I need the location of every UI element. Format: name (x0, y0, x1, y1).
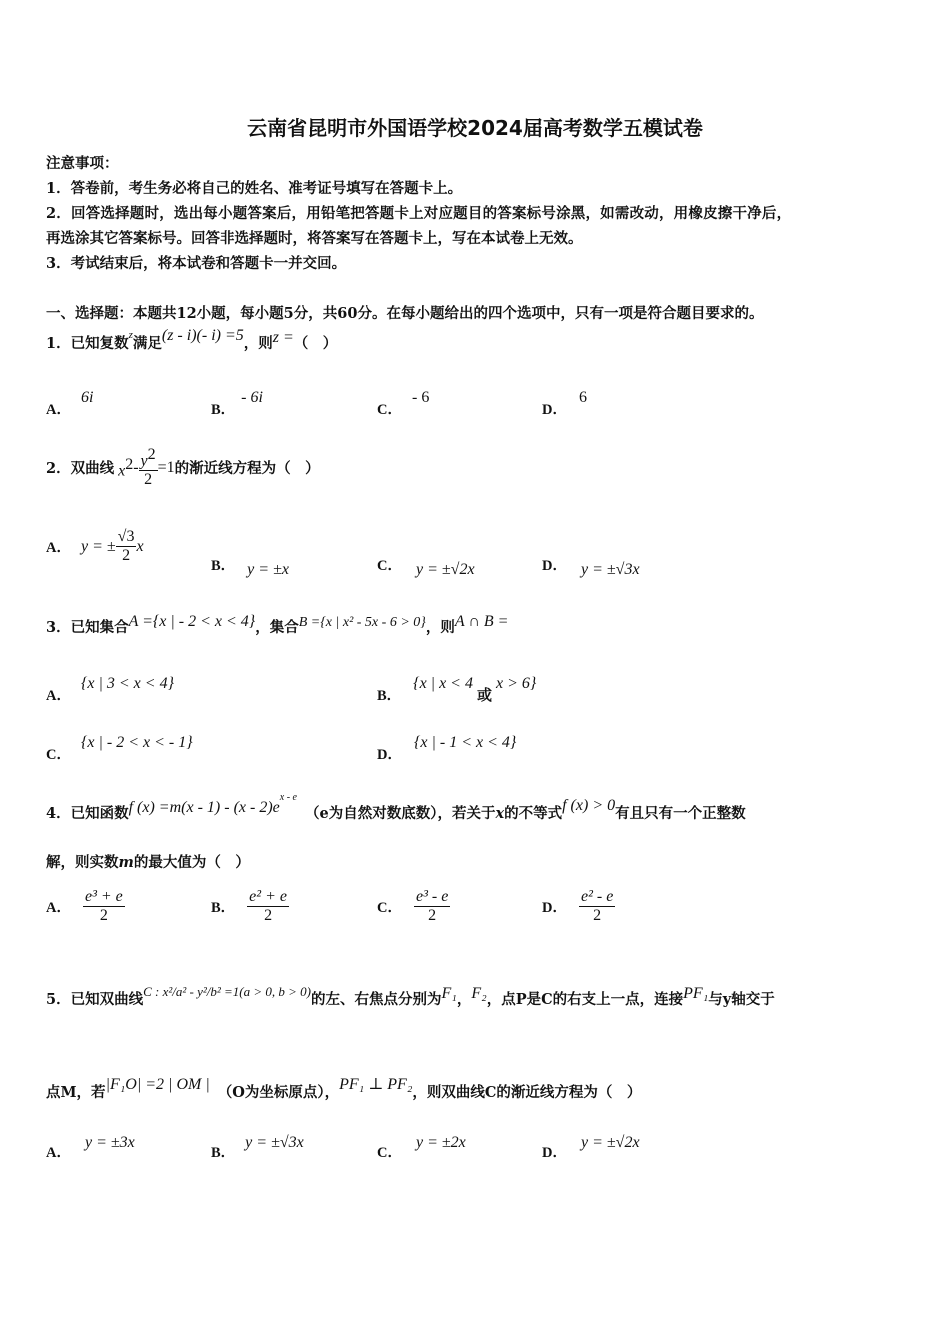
option-x: x (136, 537, 144, 555)
option-label: A． (46, 900, 71, 916)
option-value-2: x > 6} (495, 675, 537, 692)
option-fraction: $\frac{\text{e³ + e}}{2}$ (84, 888, 123, 924)
question-2 (46, 446, 320, 489)
q4-suffix: 有且只有一个正整数 (615, 805, 746, 822)
q1-paren: （ ） (293, 335, 338, 352)
q5-perp: PF₁ ⊥ PF₂ (339, 1076, 413, 1093)
q3-option-b[interactable] (377, 672, 537, 704)
q5-suffix: 与y轴交于 (708, 991, 775, 1008)
q2-x: $x^2$ (118, 455, 134, 479)
q4-option-a[interactable] (46, 888, 125, 925)
option-label: B． (211, 558, 236, 574)
option-fraction: $\frac{\text{e³ - e}}{2}$ (415, 888, 449, 924)
q4-note2: 的不等式 (504, 805, 563, 822)
option-label: C． (46, 747, 71, 763)
note-item-2: 2．回答选择题时，选出每小题答案后，用铅笔把答题卡上对应题目的答案标号涂黑，如需改动，用橡皮擦干净后， (46, 205, 792, 222)
option-label: D． (542, 900, 567, 916)
option-value: y = ±3x (84, 1134, 135, 1151)
q3-option-d[interactable] (377, 731, 517, 763)
option-value: {x | - 2 < x < - 1} (80, 734, 193, 751)
option-label: B． (211, 1145, 236, 1161)
q4-prefix: 4．已知函数 (46, 805, 129, 822)
option-or: 或 (476, 686, 492, 704)
option-value: y = ±√2x (415, 561, 475, 578)
question-1 (46, 327, 338, 353)
option-label: C． (377, 900, 402, 916)
q1-option-a[interactable] (46, 386, 94, 418)
q4-expr: f (x) =m(x - 1) - (x - 2)e (128, 799, 280, 816)
option-label: D． (377, 747, 402, 763)
option-fraction: $\frac{\text{e² - e}}{2}$ (580, 888, 614, 924)
q3-option-c[interactable] (46, 731, 193, 763)
q1-prefix: 1．已知复数 (46, 335, 129, 352)
q5-line2-a: 点M，若 (46, 1084, 106, 1101)
q5-pf1: PF₁ (683, 985, 709, 1002)
q4-m: m (118, 854, 134, 871)
option-label: D． (542, 1145, 567, 1161)
option-value: y = ±√3x (580, 561, 640, 578)
option-value: {x | x < 4 (413, 675, 473, 692)
q4-line2: 解，则实数 (46, 854, 119, 871)
option-value: y = ±x (247, 561, 289, 578)
note-item-3: 3．考试结束后，将本试卷和答题卡一并交回。 (46, 255, 347, 272)
q1-mid: 满足 (132, 335, 162, 352)
option-fraction: $\frac{√3}{2}$ (117, 528, 135, 564)
q5-mid: 的左、右焦点分别为 (311, 991, 442, 1008)
q2-option-a[interactable] (46, 528, 144, 565)
q4-x: x (495, 805, 505, 822)
q5-line2-c: ，则双曲线C的渐近线方程为（ ） (412, 1084, 642, 1101)
option-label: B． (211, 900, 236, 916)
note-item-1: 1．答卷前，考生务必将自己的姓名、准考证号填写在答题卡上。 (46, 180, 463, 197)
option-label: C． (377, 558, 402, 574)
q4-note: （e为自然对数底数），若关于 (304, 805, 496, 822)
q3-set-b: B ={x | x² - 5x - 6 > 0} (298, 615, 426, 630)
q2-option-d[interactable] (542, 554, 640, 578)
option-value: y = ±2x (415, 1134, 466, 1151)
q3-option-a[interactable] (46, 672, 174, 704)
option-label: A． (46, 402, 71, 418)
section-heading: 一、选择题：本题共12小题，每小题5分，共60分。在每小题给出的四个选项中，只有一项是符合题目要求的。 (46, 305, 764, 322)
option-label: A． (46, 688, 71, 704)
q5-mid2: ，点P是C的右支上一点，连接 (486, 991, 684, 1008)
q2-minus: - (133, 458, 139, 476)
q4-expr-sup: x - e (279, 792, 297, 804)
option-label: C． (377, 1145, 402, 1161)
q5-option-c[interactable] (377, 1131, 466, 1161)
option-value: - 6 (411, 389, 430, 406)
q3-ask: A ∩ B = (454, 613, 509, 630)
question-5-line2 (46, 1076, 642, 1102)
q5-prefix: 5．已知双曲线 (46, 991, 144, 1008)
q3-prefix: 3．已知集合 (46, 619, 129, 636)
option-value: y = ±√2x (580, 1134, 640, 1151)
q5-option-b[interactable] (211, 1131, 304, 1161)
option-label: D． (542, 558, 567, 574)
option-value: 6 (578, 389, 587, 406)
option-label: A． (46, 540, 71, 556)
q5-f2: F₂ (471, 985, 487, 1002)
q1-ask: z = (272, 329, 294, 346)
q3-suffix: ，则 (425, 619, 455, 636)
option-value: y = ±√3x (245, 1134, 304, 1151)
option-label: B． (211, 402, 236, 418)
page-title: 云南省昆明市外国语学校2024届高考数学五模试卷 (247, 116, 703, 140)
question-4 (46, 792, 746, 823)
option-label: C． (377, 402, 402, 418)
option-value: {x | 3 < x < 4} (80, 675, 174, 692)
question-5 (46, 984, 775, 1009)
note-item-2-cont: 再选涂其它答案标号。回答非选择题时，将答案写在答题卡上，写在本试卷上无效。 (46, 230, 583, 247)
q2-suffix: 的渐近线方程为（ ） (174, 460, 320, 478)
option-label: A． (46, 1145, 71, 1161)
q5-expr: C : x²/a² - y²/b² =1(a > 0, b > 0) (143, 984, 312, 999)
q3-set-a: A ={x | - 2 < x < 4} (128, 613, 256, 630)
q1-var: z (128, 329, 133, 342)
q4-option-b[interactable] (211, 888, 289, 925)
q1-option-d[interactable] (542, 386, 587, 418)
option-value: {x | - 1 < x < 4} (413, 734, 517, 751)
q4-option-d[interactable] (542, 888, 615, 925)
q2-fraction: $\frac{y^2}{2}$ (140, 446, 156, 489)
option-fraction: $\frac{\text{e² + e}}{2}$ (249, 888, 287, 924)
q5-cond: |F₁O| =2 | OM | (105, 1076, 210, 1093)
q3-mid: ，集合 (255, 619, 299, 636)
q1-option-b[interactable] (211, 386, 263, 418)
q1-expr: (z - i)(- i) =5 (161, 327, 244, 344)
option-label: B． (377, 688, 402, 704)
q2-prefix: 2．双曲线 (46, 460, 115, 478)
q2-option-c[interactable] (377, 554, 475, 578)
question-4-line2 (46, 851, 250, 872)
q5-comma: ， (456, 991, 472, 1008)
option-value: 6i (80, 389, 94, 406)
q5-line2-b: （O为坐标原点）， (217, 1084, 340, 1101)
q1-suffix: ，则 (243, 335, 273, 352)
q4-line2-suffix: 的最大值为（ ） (133, 854, 250, 871)
q2-eq: =1 (157, 458, 175, 476)
q4-option-c[interactable] (377, 888, 450, 925)
question-3 (46, 613, 509, 637)
q2-option-b[interactable] (211, 554, 289, 578)
q5-option-d[interactable] (542, 1131, 640, 1161)
option-label: D． (542, 402, 567, 418)
q4-ineq: f (x) > 0 (562, 797, 616, 814)
option-value: - 6i (241, 389, 263, 406)
option-value: y = ± (80, 537, 116, 555)
q1-option-c[interactable] (377, 386, 430, 418)
q5-f1: F₁ (441, 985, 457, 1002)
notes-heading: 注意事项： (46, 155, 119, 172)
q5-option-a[interactable] (46, 1131, 135, 1161)
